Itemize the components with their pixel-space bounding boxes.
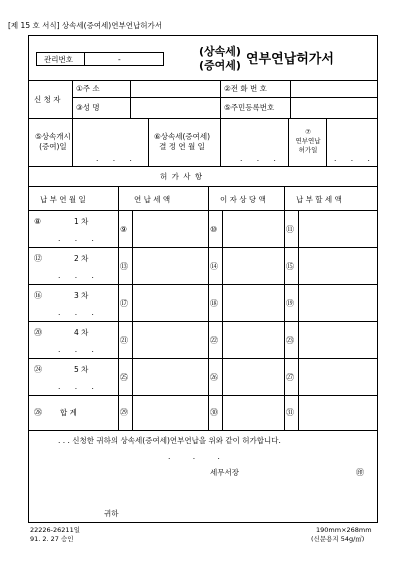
mgmt-label: 관리번호 [44, 55, 73, 64]
row-interest-no: ⑩ [210, 225, 218, 234]
title-tax-gift: (증여세) [199, 59, 241, 72]
col-header-payable: 납 부 할 세 액 [296, 195, 342, 204]
mgmt-value: - [118, 55, 121, 64]
row-number: ⑧ [34, 217, 42, 226]
footer-size: 190mm×268mm [316, 526, 372, 534]
row-installment-no: ⑰ [120, 299, 128, 308]
row-payable-no: ⑪ [286, 225, 294, 234]
statement-text: . . . 신청한 귀하의 상속세(증여세)연부연납을 위와 같이 허가합니다. [58, 436, 281, 445]
section-title: 허 가 사 항 [160, 172, 204, 181]
decision-date-label: ⑥상속세(증여세) 결 정 연 월 일 [154, 132, 211, 151]
col-header-date: 납 부 연 월 일 [40, 195, 86, 204]
row-number: ⑯ [34, 291, 42, 300]
row-label: 4 차 [74, 328, 89, 337]
row-date: . . . [58, 308, 100, 317]
row-number: ⑳ [34, 328, 42, 337]
mgmt-divider [84, 52, 85, 66]
start-date-label: ⑤상속개시 (증여)일 [35, 132, 71, 151]
statement-date: . . . [168, 452, 230, 461]
start-date-value: . . . [96, 154, 138, 163]
row-installment-no: ㉕ [120, 373, 128, 382]
applicant-label: 신 청 자 [34, 95, 61, 104]
row-label: 합 계 [60, 408, 77, 417]
footer-paper: (신문용지 54g/㎡) [311, 535, 365, 543]
resident-id-label: ⑤주민등록번호 [224, 103, 275, 112]
page-title: 연부연납허가서 [246, 52, 334, 67]
row-date: . . . [58, 234, 100, 243]
row-payable-no: ㉛ [286, 408, 294, 417]
row-label: 1 차 [74, 217, 89, 226]
row-label: 2 차 [74, 254, 89, 263]
name-label: ③성 명 [76, 103, 100, 112]
col-header-installment: 연 납 세 액 [134, 195, 171, 204]
title-tax-inheritance: (상속세) [199, 45, 241, 58]
row-payable-no: ㉗ [286, 373, 294, 382]
footer-form-code: 22226-26211일 [30, 526, 80, 534]
row-interest-no: ⑱ [210, 299, 218, 308]
permit-date-label: ⑦ 연부연납 허가일 [295, 128, 321, 154]
decision-date-value: . . . [240, 154, 282, 163]
row-payable-no: ⑮ [286, 262, 294, 271]
footer-approval: 91. 2. 27 승인 [30, 535, 74, 543]
row-label: 5 차 [74, 365, 89, 374]
row-date: . . . [58, 382, 100, 391]
recipient-label: 귀하 [104, 509, 119, 518]
row-date: . . . [58, 271, 100, 280]
row-number: ⑫ [34, 254, 42, 263]
seal-mark: ㊞ [356, 468, 364, 477]
row-number: ㉔ [34, 365, 42, 374]
row-installment-no: ⑨ [120, 225, 128, 234]
row-installment-no: ⑬ [120, 262, 128, 271]
row-installment-no: ㉙ [120, 408, 128, 417]
row-label: 3 차 [74, 291, 89, 300]
row-payable-no: ⑲ [286, 299, 294, 308]
address-label: ①주 소 [76, 84, 100, 93]
row-interest-no: ⑭ [210, 262, 218, 271]
form-header: [제 15 호 서식] 상속세(증여세)연부연납허가서 [8, 21, 162, 30]
row-interest-no: ㉖ [210, 373, 218, 382]
permit-date-value: . . . [334, 154, 376, 163]
row-date: . . . [58, 345, 100, 354]
office-title: 세무서장 [210, 468, 239, 477]
row-number: ㉘ [34, 408, 42, 417]
phone-label: ②전 화 번 호 [224, 84, 267, 93]
row-interest-no: ㉒ [210, 336, 218, 345]
row-installment-no: ㉑ [120, 336, 128, 345]
col-header-interest: 이 자 상 당 액 [220, 195, 266, 204]
row-payable-no: ㉓ [286, 336, 294, 345]
row-interest-no: ㉚ [210, 408, 218, 417]
